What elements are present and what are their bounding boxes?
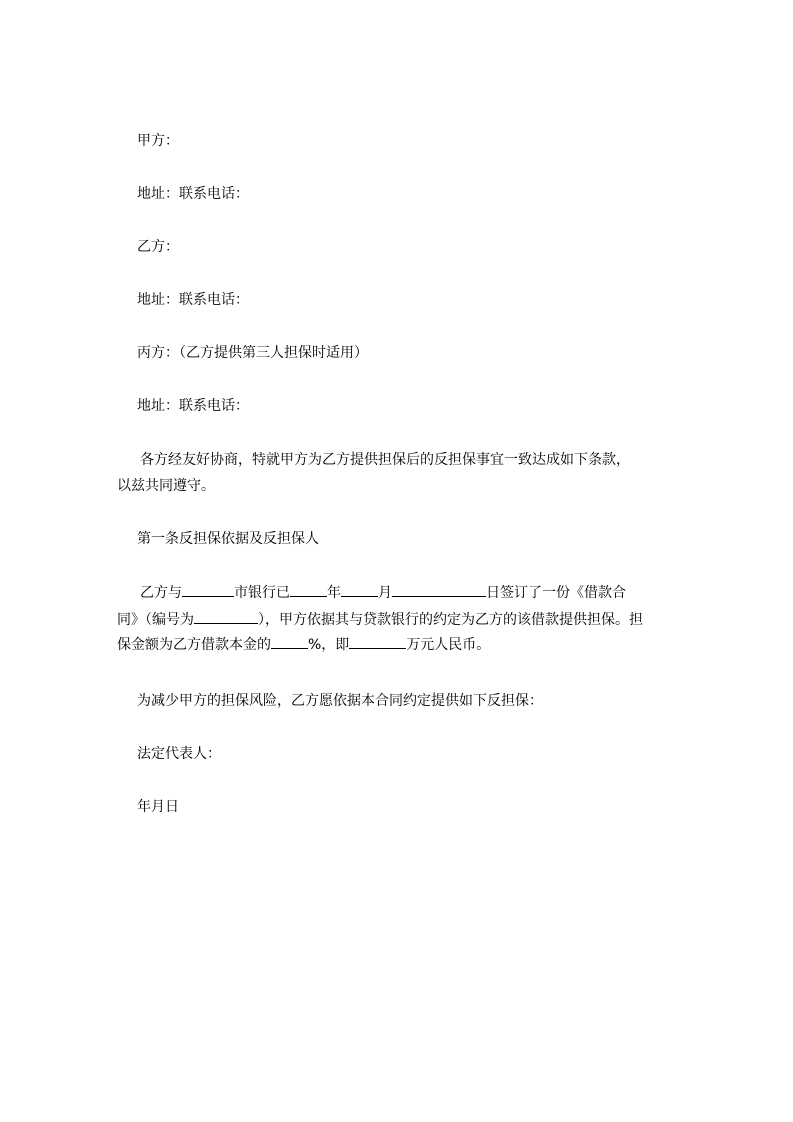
day-label: 日 [165,799,179,815]
clause-line-3 [117,634,700,654]
preamble-paragraph [117,450,700,496]
party-c-line [137,343,368,363]
month-label: 月 [151,799,165,815]
party-a-line [137,131,179,151]
party-a-label: 甲方： [137,133,179,149]
party-c-label: 丙方： [137,345,179,361]
year-blank[interactable] [290,582,327,597]
article-1-heading: 第一条反担保依据及反担保人 [137,531,319,547]
clause-text: 万元人民币。 [406,637,491,653]
phone-label: 联系电话： [179,398,249,414]
month-blank[interactable] [341,582,378,597]
party-b-address-line [137,290,249,310]
preamble-line-1: 各方经友好协商，特就甲方为乙方提供担保后的反担保事宜一致达成如下条款， [140,452,630,468]
clause-paragraph [117,582,700,654]
city-blank[interactable] [182,582,234,597]
clause-text: 保金额为乙方借款本金的 [117,637,271,653]
legal-rep-line [137,744,221,764]
party-c-note: （乙方提供第三人担保时适用） [179,345,368,361]
date-line [137,797,179,817]
amount-blank[interactable] [349,634,406,649]
percent-blank[interactable] [271,634,308,649]
clause-text: 日签订了一份《借款合 [486,585,626,601]
clause-line-2 [117,609,700,629]
clause-text: 月 [378,585,392,601]
party-a-address-line [137,184,249,204]
clause-line-1 [137,582,700,602]
clause-text: 同》（编号为 [117,612,194,628]
clause-text: 市银行已 [234,585,290,601]
phone-label: 联系电话： [179,292,249,308]
day-blank[interactable] [392,582,486,597]
phone-label: 联系电话： [179,186,249,202]
address-label: 地址： [137,398,179,414]
address-label: 地址： [137,186,179,202]
clause-text: 年 [327,585,341,601]
clause-text: ），甲方依据其与贷款银行的约定为乙方的该借款提供担保。担 [258,612,643,628]
counter-guarantee-line [137,691,543,711]
year-label: 年 [137,799,151,815]
legal-rep-label: 法定代表人： [137,746,221,762]
address-label: 地址： [137,292,179,308]
party-b-label: 乙方： [137,239,179,255]
counter-guarantee-text: 为减少甲方的担保风险，乙方愿依据本合同约定提供如下反担保： [137,693,543,709]
party-b-line [137,237,179,257]
clause-text: %，即 [308,637,350,653]
contract-number-blank[interactable] [194,609,258,624]
clause-text: 乙方与 [140,585,182,601]
party-c-address-line [137,396,249,416]
preamble-line-2: 以兹共同遵守。 [117,478,215,494]
